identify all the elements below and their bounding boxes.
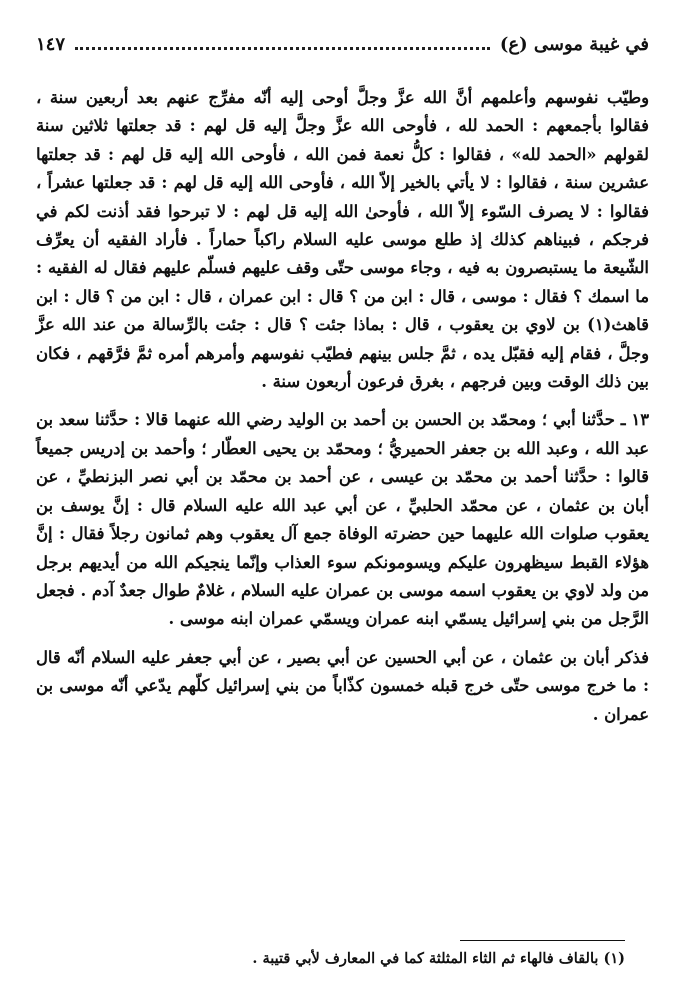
footnote-separator — [460, 940, 625, 941]
running-header — [36, 30, 649, 58]
dotted-leader — [75, 47, 490, 50]
footnote: (١) بالقاف فالهاء ثم الثاء المثلثة كما في المعارف لأبي قتيبة . — [252, 950, 625, 967]
paragraph-1: وطيّب نفوسهم وأعلمهم أنَّ الله عزَّ وجلَّ أوحى إليه أنّه مفرِّج عنهم بعد أربعين سنة ، فقالوا بأجمعهم : الحمد لله ، فأوحى الله عزَّ وجلَّ إليه قل لهم : قد جعلتها ثلاثين سنة لقولهم «الحمد لله» ، فقالوا : كلُّ نعمة فمن الله ، فأوحى الله إليه قل لهم : قد جعلتها عشرين سنة ، فقالوا : لا يأتي بالخير إلاّ الله ، فأوحى الله إليه قل لهم : قد جعلتها عشراً ، فقالوا : لا يصرف السّوء إلاّ الله ، فأوحىٰ الله إليه قل لهم : لا تبرحوا فقد أذنت لكم في فرجكم ، فبيناهم كذلك إذ طلع موسى عليه السلام راكباً حماراً . فأراد الفقيه أن يعرِّف الشّيعة ما يستبصرون به فيه ، وجاء موسى حتّى وقف عليهم فسلّم عليهم فقال له الفقيه : ما اسمك ؟ فقال : موسى ، قال : ابن من ؟ قال : ابن عمران ، قال : ابن من ؟ قال : ابن قاهث(١) بن لاوي بن يعقوب ، قال : بماذا جئت ؟ قال : جئت بالرِّسالة من عند الله عزَّ وجلَّ ، فقام إليه فقبّل يده ، ثمَّ جلس بينهم فطيّب نفوسهم وأمرهم أمره ثمَّ فرَّقهم ، فكان بين ذلك الوقت وبين فرجهم ، بغرق فرعون أربعون سنة . — [36, 88, 649, 392]
paragraph-3: فذكر أبان بن عثمان ، عن أبي الحسين عن أبي بصير ، عن أبي جعفر عليه السلام أنّه قال : ما خرج موسى حتّى خرج قبله خمسون كذّاباً من بني إسرائيل كلّهم يدّعي أنّه موسى بن عمران . — [36, 647, 649, 724]
page-body — [36, 84, 649, 739]
chapter-title: في غيبة موسى (ع) — [499, 33, 649, 55]
page-number: ١٤٧ — [36, 33, 66, 55]
paragraph-2: ١٣ ـ حدَّثنا أبي ؛ ومحمّد بن الحسن بن أحمد بن الوليد رضي الله عنهما قالا : حدَّثنا سعد بن عبد الله ، وعبد الله بن جعفر الحميريُّ ؛ ومحمّد بن يحيى العطّار ؛ وأحمد بن إدريس جميعاً قالوا : حدَّثنا أحمد بن محمّد بن عيسى ، عن أحمد بن محمّد بن أبي نصر البزنطيِّ ، عن أبان بن عثمان ، عن محمّد الحلبيِّ ، عن أبي عبد الله عليه السلام قال : إنَّ يوسف بن يعقوب صلوات الله عليهما حين حضرته الوفاة جمع آل يعقوب وهم ثمانون رجلاً فقال : إنَّ هؤلاء القبط سيظهرون عليكم ويسومونكم سوء العذاب وإنّما ينجيكم الله من أيديهم برجل من ولد لاوي بن يعقوب اسمه موسى بن عمران عليه السلام ، غلامٌ طوال جعدٌ آدم . فجعل الرَّجل من بني إسرائيل يسمّي ابنه عمران ويسمّي عمران ابنه موسى . — [36, 410, 649, 629]
